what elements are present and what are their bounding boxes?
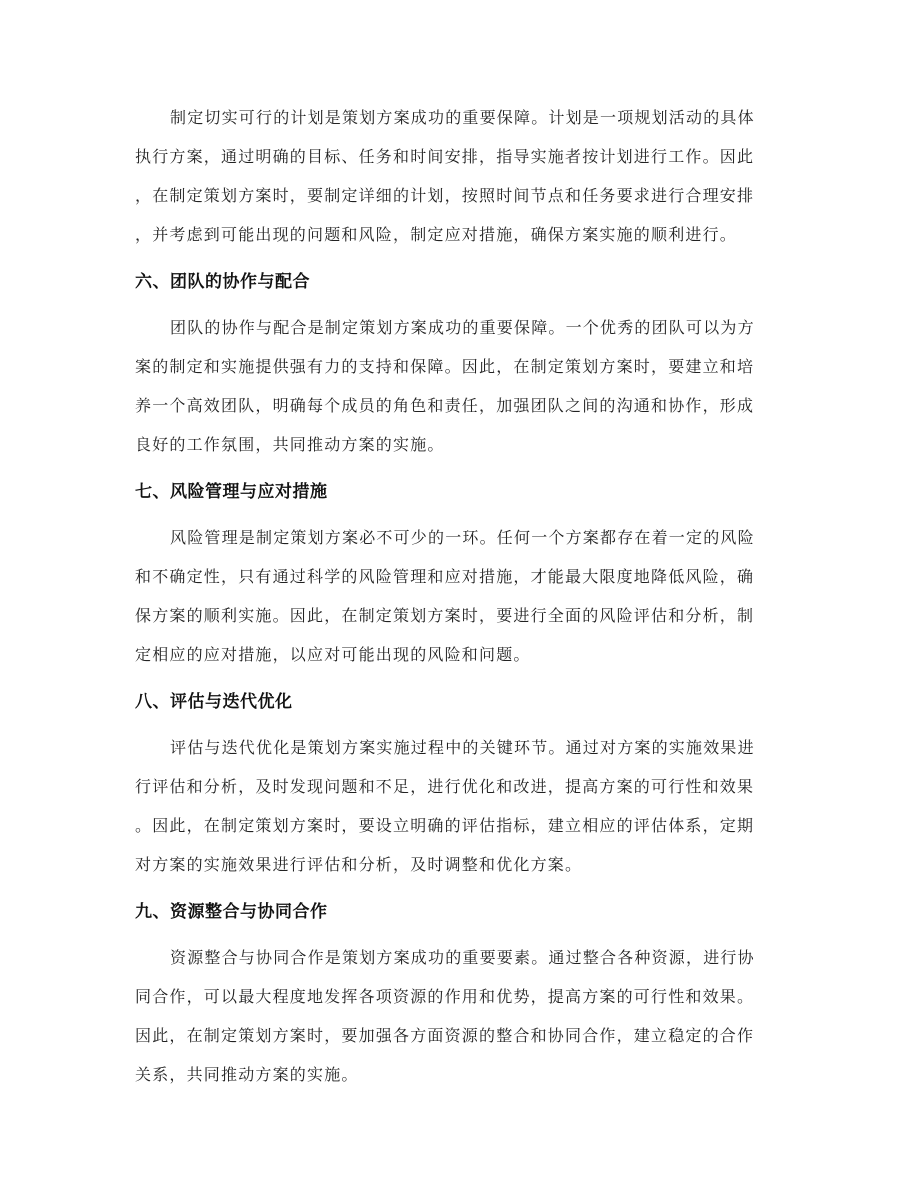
paragraph-line: 。因此，在制定策划方案时，要设立明确的评估指标，建立相应的评估体系，定期 [135, 816, 755, 835]
paragraph-line: ，并考虑到可能出现的问题和风险，制定应对措施，确保方案实施的顺利进行。 [135, 225, 738, 244]
section-paragraph-7 [135, 518, 785, 674]
paragraph-line: 保方案的顺利实施。因此，在制定策划方案时，要进行全面的风险评估和分析，制 [135, 606, 755, 625]
paragraph-line: 评估与迭代优化是策划方案实施过程中的关键环节。通过对方案的实施效果进 [170, 738, 755, 757]
section-paragraph-9 [135, 938, 785, 1094]
section-heading-6: 六、团队的协作与配合 [135, 272, 310, 292]
paragraph-line: 案的制定和实施提供强有力的支持和保障。因此，在制定策划方案时，要建立和培 [135, 357, 755, 376]
paragraph-line: 良好的工作氛围，共同推动方案的实施。 [135, 435, 445, 454]
paragraph-line: 和不确定性，只有通过科学的风险管理和应对措施，才能最大限度地降低风险，确 [135, 567, 755, 586]
paragraph-line: 同合作，可以最大程度地发挥各项资源的作用和优势，提高方案的可行性和效果。 [135, 987, 755, 1006]
intro-paragraph [135, 98, 785, 254]
paragraph-line: 风险管理是制定策划方案必不可少的一环。任何一个方案都存在着一定的风险 [170, 528, 755, 547]
paragraph-line: 制定切实可行的计划是策划方案成功的重要保障。计划是一项规划活动的具体 [170, 108, 755, 127]
section-paragraph-8 [135, 728, 785, 884]
paragraph-line: 定相应的应对措施，以应对可能出现的风险和问题。 [135, 645, 531, 664]
document-body [135, 98, 785, 1094]
section-heading-8: 八、评估与迭代优化 [135, 692, 293, 712]
section-paragraph-6 [135, 308, 785, 464]
section-heading-9: 九、资源整合与协同合作 [135, 902, 328, 922]
section-heading-7: 七、风险管理与应对措施 [135, 482, 328, 502]
paragraph-line: 对方案的实施效果进行评估和分析，及时调整和优化方案。 [135, 855, 583, 874]
paragraph-line: ，在制定策划方案时，要制定详细的计划，按照时间节点和任务要求进行合理安排 [135, 186, 755, 205]
paragraph-line: 因此，在制定策划方案时，要加强各方面资源的整合和协同合作，建立稳定的合作 [135, 1026, 755, 1045]
paragraph-line: 养一个高效团队，明确每个成员的角色和责任，加强团队之间的沟通和协作，形成 [135, 396, 755, 415]
paragraph-line: 执行方案，通过明确的目标、任务和时间安排，指导实施者按计划进行工作。因此 [135, 147, 755, 166]
paragraph-line: 资源整合与协同合作是策划方案成功的重要要素。通过整合各种资源，进行协 [170, 948, 755, 967]
paragraph-line: 关系，共同推动方案的实施。 [135, 1065, 359, 1084]
paragraph-line: 团队的协作与配合是制定策划方案成功的重要保障。一个优秀的团队可以为方 [170, 318, 755, 337]
paragraph-line: 行评估和分析，及时发现问题和不足，进行优化和改进，提高方案的可行性和效果 [135, 777, 755, 796]
